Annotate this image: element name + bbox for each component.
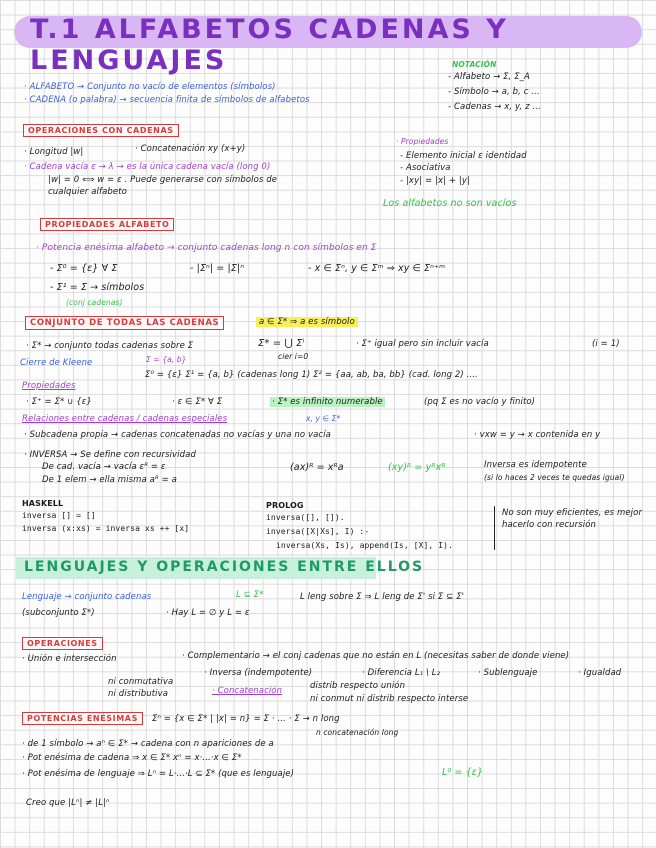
op-concat-distrib: distrib respecto unión [310, 681, 406, 691]
notacion-item-2: - Símbolo → a, b, c ... [448, 87, 540, 97]
potencia-enesima: · Potencia enésima alfabeto → conjunto cadenas long n con símbolos en Σ [36, 243, 377, 253]
haskell-heading: HASKELL [22, 499, 64, 508]
subcadena: · Subcadena propia → cadenas concatenadas no vacías y una no vacía [24, 430, 331, 440]
inversa-idempotente: Inversa es idempotente [484, 460, 587, 470]
prolog-line-1: inversa([], []). [266, 513, 345, 522]
prolog-line-2: inversa([X|Xs], I) :- [266, 527, 370, 536]
concatenacion: · Concatenación xy (x+y) [135, 144, 246, 154]
lenguaje-subset: L ⊆ Σ* [236, 590, 264, 600]
prolog-heading: PROLOG [266, 501, 304, 510]
inversa-un-elem: De 1 elem → ella misma aᴿ = a [42, 475, 177, 485]
cadena-vacia-2: |w| = 0 ⟺ w = ε . Puede generarse con símbolos de [48, 175, 278, 185]
prop-asociativa: - Asociativa [400, 163, 451, 173]
page-title: T.1 ALFABETOS CADENAS Y LENGUAJES [30, 14, 509, 76]
potencia-def-sub: n concatenación long [316, 728, 399, 737]
cadena-vacia-3: cualquier alfabeto [48, 187, 127, 197]
prop-cardinal: - |Σⁿ| = |Σ|ⁿ [190, 263, 245, 274]
op-sublenguaje: · Sublenguaje [478, 668, 538, 678]
prop-sigma-cero: - Σ⁰ = {ε} ∀ Σ [50, 263, 118, 274]
notacion-heading: NOTACIÓN [452, 60, 497, 69]
lenguaje-def: Lenguaje → conjunto cadenas [22, 592, 152, 602]
sigma-plus-index: (i = 1) [592, 339, 620, 349]
potencia-lenguaje: · Pot enésima de lenguaje ⇒ Lⁿ = L·...·L ⊆ Σ* (que es lenguaje) [22, 769, 295, 779]
op-igualdad: · Igualdad [578, 668, 622, 678]
potencias-heading: POTENCIAS ENÉSIMAS [22, 712, 143, 725]
kleene-prop-3-note: (pq Σ es no vacío y finito) [424, 397, 536, 407]
prop-concatenacion: - x ∈ Σⁿ, y ∈ Σᵐ ⇒ xy ∈ Σⁿ⁺ᵐ [308, 263, 446, 274]
inversa-def: · INVERSA → Se define con recursividad [24, 450, 196, 460]
propiedades-alfabeto-heading: PROPIEDADES ALFABETO [40, 218, 174, 231]
lenguaje-subconjunto: (subconjunto Σ*) [22, 608, 95, 618]
recursion-nota: No son muy eficientes, es mejor hacerlo con recursión [502, 508, 643, 530]
op-concatenacion: · Concatenación [212, 686, 283, 696]
potencia-cadena: · Pot enésima de cadena ⇒ x ∈ Σ* xⁿ = x·...·x ∈ Σ* [22, 753, 242, 763]
potencia-def: Σⁿ = {x ∈ Σ* | |x| = n} = Σ · ... · Σ → n long [152, 714, 340, 724]
alfabetos-no-vacios: Los alfabetos no son vacíos [383, 198, 517, 209]
nota-final: Creo que |Lⁿ| ≠ |L|ⁿ [26, 798, 110, 808]
sigma-plus: · Σ⁺ igual pero sin incluir vacía [356, 339, 489, 349]
sigma-estrella-def: · Σ* → conjunto todas cadenas sobre Σ [26, 341, 194, 351]
inversa-vacia: De cad. vacía → vacía εᴿ = ε [42, 462, 166, 472]
op-inversa: · Inversa (indempotente) [204, 668, 313, 678]
op-no-conmutativa: ni conmutativa [108, 677, 174, 687]
lenguaje-hay: · Hay L = ∅ y L = ε [166, 608, 250, 618]
inversa-idempotente-nota: (si lo haces 2 veces te quedas igual) [484, 473, 625, 482]
operaciones-cadenas-heading: OPERACIONES CON CADENAS [23, 124, 179, 137]
inversa-formula-1: (ax)ᴿ = xᴿa [290, 462, 344, 473]
lenguaje-cero: L⁰ = {ε} [442, 767, 484, 778]
lenguajes-heading: LENGUAJES Y OPERACIONES ENTRE ELLOS [24, 559, 425, 575]
kleene-prop-3: · Σ* es infinito numerable [272, 397, 383, 407]
op-complementario: · Complementario → el conj cadenas que no están en L (necesitas saber de donde viene) [182, 651, 570, 661]
notacion-item-3: - Cadenas → x, y, z ... [448, 102, 541, 112]
simbolo-highlight: a ∈ Σ* ⇒ a es símbolo [256, 317, 358, 327]
op-no-distributiva: ni distributiva [108, 689, 169, 699]
alfabeto-def: · ALFABETO → Conjunto no vacío de elementos (símbolos) [24, 82, 276, 92]
sigma-ab: Σ = {a, b} [146, 355, 187, 364]
longitud: · Longitud |w| [24, 147, 84, 157]
haskell-line-2: inversa (x:xs) = inversa xs ++ [x] [22, 524, 190, 533]
propiedades-cadenas-heading: · Propiedades [396, 137, 449, 146]
relaciones-xy: x, y ∈ Σ* [306, 414, 341, 423]
nota-brace [494, 506, 495, 550]
cadena-vacia: · Cadena vacía ε → λ → es la única cadena vacía (long 0) [24, 162, 271, 172]
sigma-union-sub: cier i=0 [278, 352, 309, 361]
inversa-formula-2: (xy)ᴿ = yᴿxᴿ [388, 462, 446, 473]
op-diferencia: · Diferencia L₁ \ L₂ [362, 668, 441, 678]
prolog-line-3: inversa(Xs, Is), append(Is, [X], I). [276, 541, 453, 550]
ejemplo-potencias: Σ⁰ = {ε} Σ¹ = {a, b} (cadenas long 1) Σ² = {aa, ab, ba, bb} (cad. long 2) .... [145, 370, 478, 380]
prop-longitud: - |xy| = |x| + |y| [400, 176, 470, 186]
operaciones-heading: OPERACIONES [22, 637, 103, 650]
haskell-line-1: inversa [] = [] [22, 511, 96, 520]
prop-sigma-uno: - Σ¹ = Σ → símbolos [50, 282, 145, 293]
notacion-item-1: - Alfabeto → Σ, Σ_A [448, 72, 530, 82]
op-concat-no-conmut: ni conmut ni distrib respecto interse [310, 694, 469, 704]
conjunto-cadenas-heading: CONJUNTO DE TODAS LAS CADENAS [25, 316, 224, 330]
conj-cadenas-note: (conj cadenas) [66, 298, 123, 307]
propiedades-kleene-heading: Propiedades [22, 381, 76, 391]
op-union: · Unión e intersección [22, 654, 117, 664]
prop-elemento-inicial: - Elemento inicial ε identidad [400, 151, 527, 161]
potencia-simbolo: · de 1 símbolo → aⁿ ∈ Σ* → cadena con n apariciones de a [22, 739, 274, 749]
relaciones-heading: Relaciones entre cadenas / cadenas especiales [22, 414, 228, 424]
sigma-union: Σ* = ⋃ Σⁱ [258, 338, 305, 349]
kleene-prop-2: · ε ∈ Σ* ∀ Σ [172, 397, 223, 407]
cadena-def: · CADENA (o palabra) → secuencia finita de símbolos de alfabetos [24, 95, 310, 105]
cierre-kleene: Cierre de Kleene [20, 358, 93, 368]
kleene-prop-1: · Σ⁺ = Σ* ∪ {ε} [26, 397, 92, 407]
vxw: · vxw = y → x contenida en y [474, 430, 601, 440]
lenguaje-sobre: L leng sobre Σ ⇒ L leng de Σ' si Σ ⊆ Σ' [300, 592, 465, 602]
